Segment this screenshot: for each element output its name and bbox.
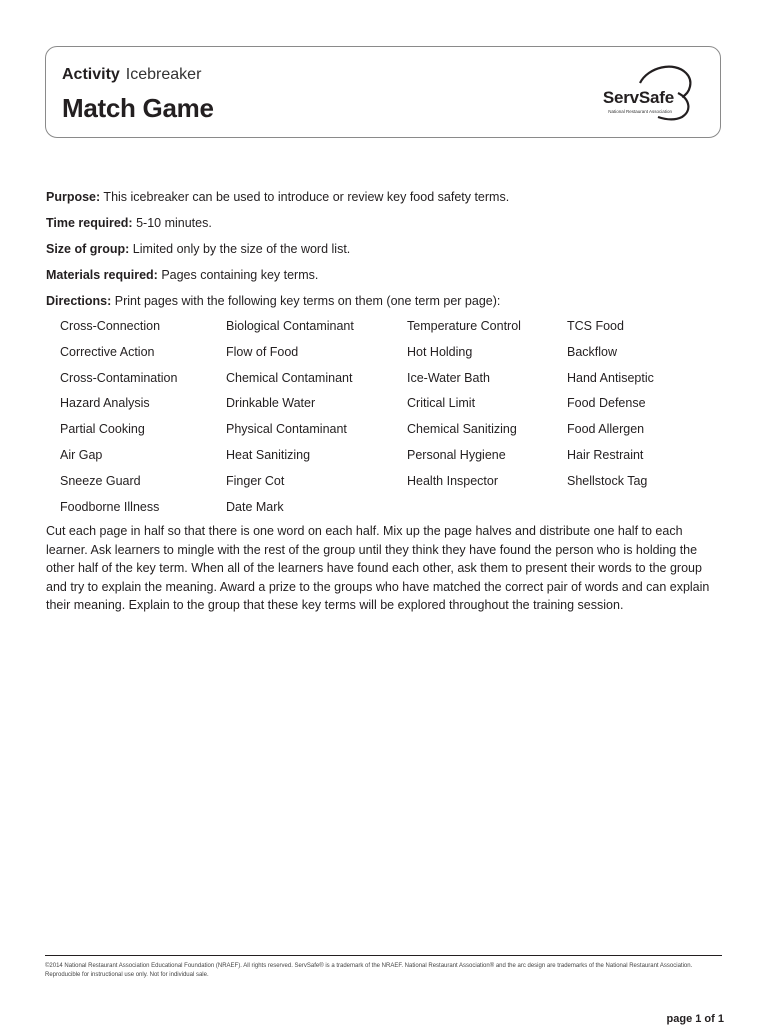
page-number: page 1 of 1 — [666, 1013, 724, 1025]
term: Finger Cot — [226, 473, 285, 488]
instructions-paragraph: Cut each page in half so that there is one word on each half. Mix up the page halves and distribute one half to each learner. Ask learners to mingle with the rest of the group until they think they have found the person who is holding the other half of the key term. When all of the learners have found each other, ask them to present their words to the group and try to explain the meaning. Award a prize to the groups who have matched the correct pair of words and can explain their meaning. Explain to the group that these key terms will be explored throughout the training session. — [46, 524, 710, 612]
term: Temperature Control — [407, 319, 521, 333]
term: Cross-Contamination — [60, 370, 178, 385]
term: Sneeze Guard — [60, 473, 141, 488]
term: Hair Restraint — [567, 447, 644, 462]
term: Heat Sanitizing — [226, 447, 311, 462]
term: Physical Contaminant — [226, 422, 347, 437]
servsafe-logo — [578, 63, 702, 121]
terms-grid — [60, 314, 726, 520]
term: Date Mark — [226, 499, 284, 514]
field-group-size: Size of group: Limited only by the size of the word list. — [46, 242, 351, 256]
term: Cross-Connection — [60, 319, 161, 333]
term: Flow of Food — [226, 344, 299, 359]
field-materials: Materials required: Pages containing key terms. — [46, 268, 319, 282]
term: Critical Limit — [407, 396, 476, 411]
footer-copyright: ©2014 National Restaurant Association Educational Foundation (NRAEF). All rights reserved. ServSafe® is a trademark of the NRAEF. National Restaurant Association® and the arc design are trademarks of the National Restaurant Association. Reproducible for instructional use only. Not for individual sale. — [45, 963, 693, 978]
term: Air Gap — [60, 447, 103, 462]
page-title: Match Game — [62, 93, 214, 123]
term: Hand Antiseptic — [567, 370, 654, 385]
activity-label: Activity — [62, 66, 120, 83]
field-purpose: Purpose: This icebreaker can be used to introduce or review key food safety terms. — [46, 190, 510, 204]
term: Corrective Action — [60, 344, 155, 359]
content — [46, 184, 726, 614]
term: Partial Cooking — [60, 422, 145, 437]
term: Drinkable Water — [226, 396, 316, 411]
term: Hot Holding — [407, 344, 473, 359]
term: Chemical Sanitizing — [407, 422, 517, 437]
term: Health Inspector — [407, 473, 499, 488]
term: TCS Food — [567, 319, 624, 333]
field-time: Time required: 5-10 minutes. — [46, 216, 212, 230]
activity-line — [62, 65, 201, 85]
field-directions: Directions: Print pages with the following key terms on them (one term per page): — [46, 294, 501, 308]
term: Foodborne Illness — [60, 499, 160, 514]
term: Backflow — [567, 344, 618, 359]
term: Shellstock Tag — [567, 473, 648, 488]
term: Hazard Analysis — [60, 396, 150, 411]
term: Food Allergen — [567, 422, 645, 437]
term: Chemical Contaminant — [226, 370, 353, 385]
logo-name: ServSafe — [602, 88, 674, 107]
term: Food Defense — [567, 396, 646, 411]
logo-tagline: National Restaurant Association — [608, 109, 672, 114]
header-box — [45, 46, 721, 138]
term: Biological Contaminant — [226, 319, 354, 333]
footer-divider — [45, 955, 722, 956]
activity-type: Icebreaker — [125, 66, 202, 83]
term: Ice-Water Bath — [407, 370, 490, 385]
term: Personal Hygiene — [407, 447, 506, 462]
